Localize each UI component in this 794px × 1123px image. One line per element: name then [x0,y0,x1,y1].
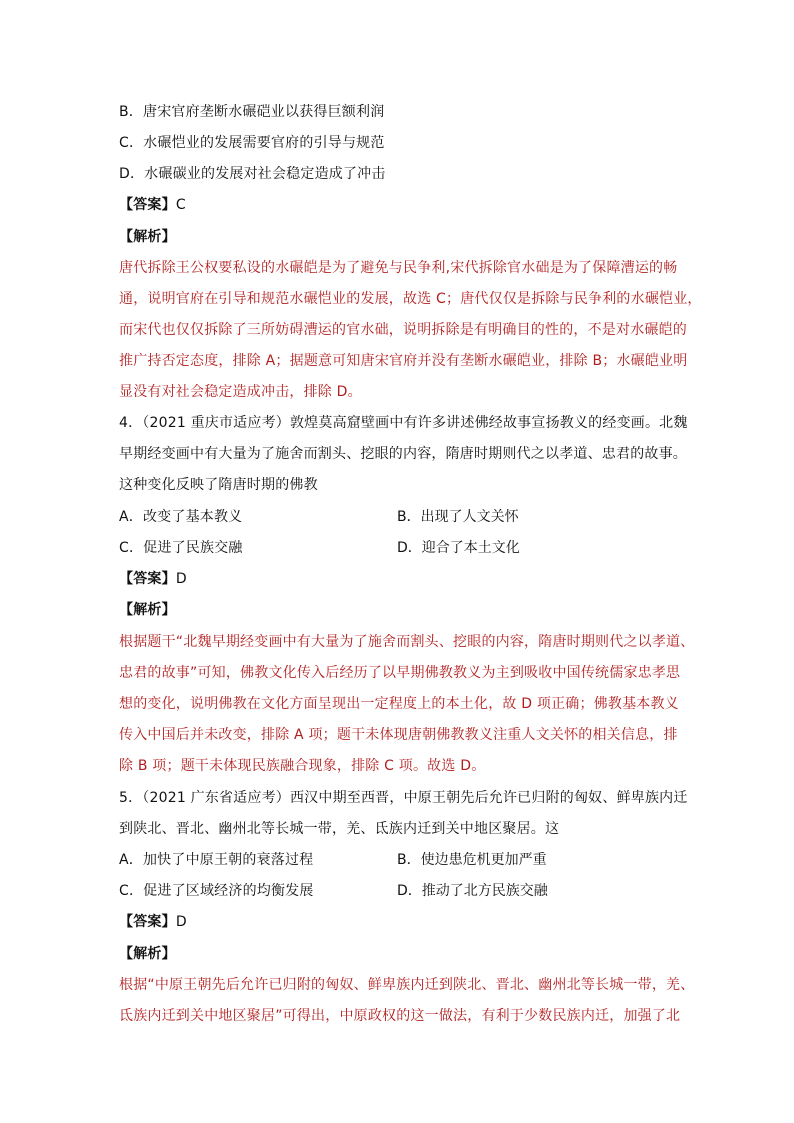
answer-label: 【答案】 [119,571,176,587]
q4-option-c: C．促进了民族交融 [119,540,243,556]
q5-option-c: C．促进了区域经济的均衡发展 [119,883,314,899]
q4-option-d: D．迎合了本土文化 [397,540,520,556]
q5-option-b: B．使边患危机更加严重 [397,852,547,868]
q4-stem-line: 4．（2021 重庆市适应考）敦煌莫高窟壁画中有许多讲述佛经故事宣扬教义的经变画。北魏 [119,415,688,431]
q4-stem-line: 早期经变画中有大量为了施舍而割头、挖眼的内容，隋唐时期则代之以孝道、忠君的故事。 [119,446,687,462]
q4-analysis-line: 想的变化，说明佛教在文化方面呈现出一定程度上的本土化，故 D 项正确；佛教基本教义 [119,696,679,712]
q3-analysis-line: 而宋代也仅仅拆除了三所妨碍漕运的官水础，说明拆除是有明确目的性的，不是对水碾皑的 [119,322,687,338]
q3-analysis-line: 显没有对社会稳定造成冲击，排除 D。 [119,384,362,400]
q4-analysis-line: 忠君的故事”可知，佛教文化传入后经历了以早期佛教教义为主到吸收中国传统儒家忠孝思 [119,665,681,681]
q3-option-d: D．水碾碳业的发展对社会稳定造成了冲击 [119,166,386,182]
q5-option-d: D．推动了北方民族交融 [397,883,548,899]
answer-value: C [175,197,186,213]
q5-analysis-line: 氐族内迁到关中地区聚居”可得出，中原政权的这一做法，有利于少数民族内迁，加强了北 [119,1008,681,1024]
q4-stem-line: 这种变化反映了隋唐时期的佛教 [119,477,318,493]
q5-option-a: A．加快了中原王朝的衰落过程 [119,852,314,868]
q4-answer [119,569,187,589]
answer-label: 【答案】 [119,914,176,930]
q3-option-c: C．水碾恺业的发展需要官府的引导与规范 [119,135,385,151]
q3-analysis-line: 唐代拆除王公权要私设的水碾皑是为了避免与民争利,宋代拆除官水础是为了保障漕运的畅 [119,260,678,276]
q5-analysis-line: 根据“中原王朝先后允许已归附的匈奴、鲜卑族内迁到陕北、晋北、幽州北等长城一带，羌、 [119,977,695,993]
q3-analysis-label: 【解析】 [119,229,176,245]
answer-value: D [175,914,187,930]
q5-answer [119,912,187,932]
q4-analysis-label: 【解析】 [119,602,176,618]
q4-option-b: B．出现了人文关怀 [397,509,519,525]
q5-analysis-label: 【解析】 [119,946,176,962]
q5-stem-line: 5．（2021 广东省适应考）西汉中期至西晋，中原王朝先后允许已归附的匈奴、鲜卑族内迁 [119,790,688,806]
q3-analysis-line: 通，说明官府在引导和规范水碾恺业的发展，故选 C；唐代仅仅是拆除与民争利的水碾恺业， [119,291,702,307]
q4-analysis-line: 传入中国后并未改变，排除 A 项；题干未体现唐朝佛教教义注重人文关怀的相关信息，排 [119,727,678,743]
answer-value: D [175,571,187,587]
q3-option-b: B．唐宋官府垄断水碾硙业以获得巨额利润 [119,104,385,120]
q4-analysis-line: 根据题干“北魏早期经变画中有大量为了施舍而割头、挖眼的内容，隋唐时期则代之以孝道、 [119,634,695,650]
q4-option-a: A．改变了基本教义 [119,509,243,525]
q3-answer [119,195,186,215]
answer-label: 【答案】 [119,197,176,213]
q3-analysis-line: 推广持否定态度，排除 A；据题意可知唐宋官府并没有垄断水碾皑业，排除 B；水碾皑业明 [119,353,688,369]
q5-stem-line: 到陕北、晋北、幽州北等长城一带，羌、氐族内迁到关中地区聚居。这 [119,821,560,837]
q4-analysis-line: 除 B 项；题干未体现民族融合现象，排除 C 项。故选 D。 [119,758,486,774]
